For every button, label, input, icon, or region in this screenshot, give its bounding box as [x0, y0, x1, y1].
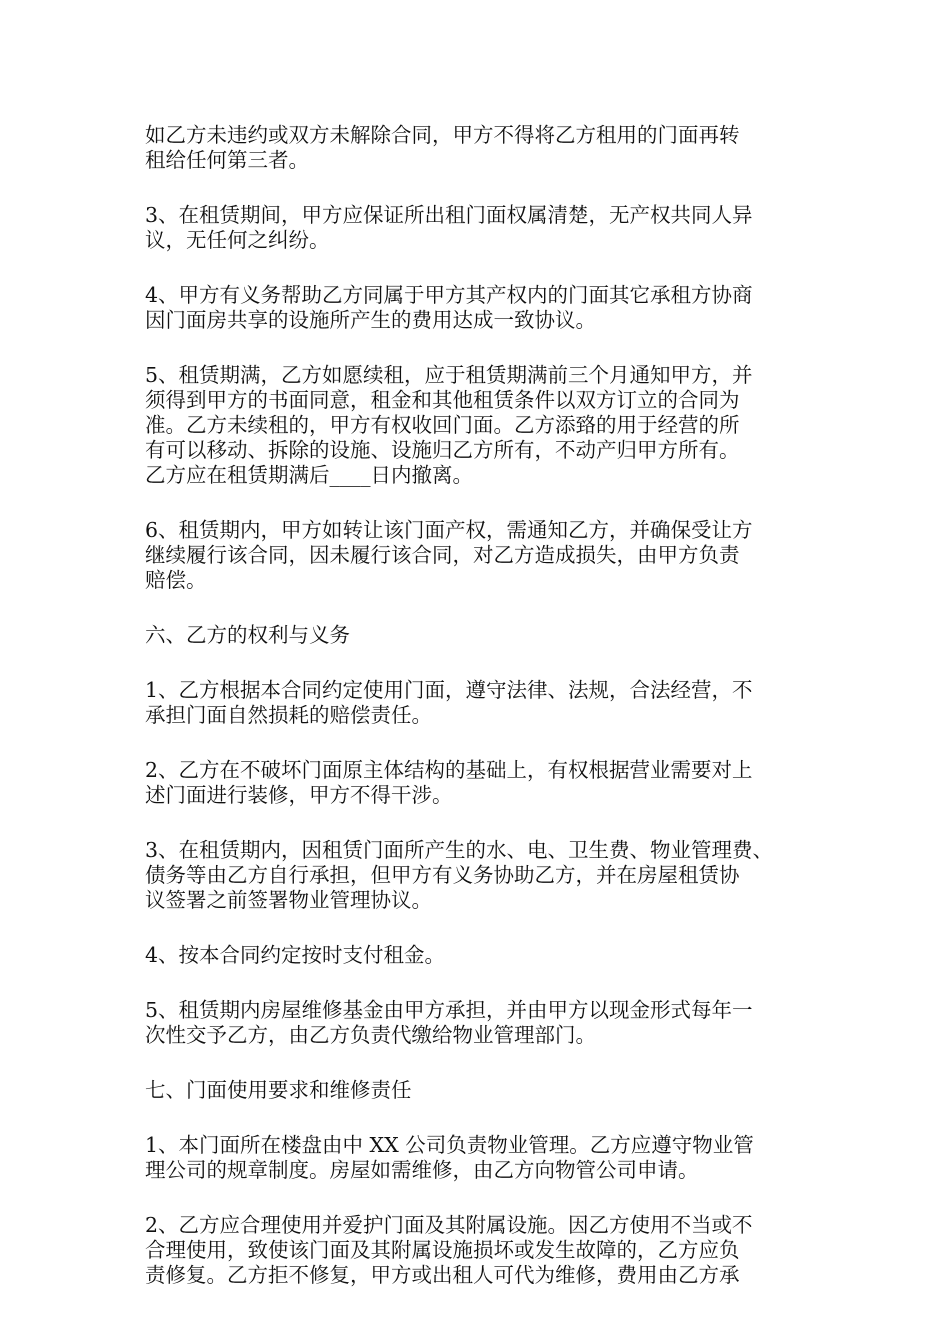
- text-line: 5、租赁期满，乙方如愿续租，应于租赁期满前三个月通知甲方，并: [145, 363, 753, 387]
- text-line: 承担门面自然损耗的赔偿责任。: [145, 703, 432, 727]
- text-line: 租给任何第三者。: [145, 148, 309, 172]
- text-line: 5、租赁期内房屋维修基金由甲方承担，并由甲方以现金形式每年一: [145, 998, 753, 1022]
- text-line: 债务等由乙方自行承担，但甲方有义务协助乙方，并在房屋租赁协: [145, 863, 740, 887]
- text-line: 1、本门面所在楼盘由中 XX 公司负责物业管理。乙方应遵守物业管: [145, 1133, 754, 1157]
- document-body: [145, 123, 809, 1288]
- text-line: 责修复。乙方拒不修复，甲方或出租人可代为维修，费用由乙方承: [145, 1263, 740, 1287]
- paragraph: [145, 1133, 809, 1183]
- paragraph: [145, 678, 809, 728]
- text-line: 七、门面使用要求和维修责任: [145, 1078, 412, 1102]
- text-line: 赔偿。: [145, 568, 207, 592]
- text-line: 继续履行该合同，因未履行该合同，对乙方造成损失，由甲方负责: [145, 543, 740, 567]
- text-line: 理公司的规章制度。房屋如需维修，由乙方向物管公司申请。: [145, 1158, 699, 1182]
- paragraph: [145, 998, 809, 1048]
- text-line: 述门面进行装修，甲方不得干涉。: [145, 783, 453, 807]
- text-line: 次性交予乙方，由乙方负责代缴给物业管理部门。: [145, 1023, 596, 1047]
- paragraph: [145, 1213, 809, 1288]
- paragraph: [145, 1078, 809, 1103]
- text-line: 如乙方未违约或双方未解除合同，甲方不得将乙方租用的门面再转: [145, 123, 740, 147]
- paragraph: [145, 623, 809, 648]
- text-line: 须得到甲方的书面同意，租金和其他租赁条件以双方订立的合同为: [145, 388, 740, 412]
- paragraph: [145, 943, 809, 968]
- paragraph: [145, 363, 809, 488]
- text-line: 6、租赁期内，甲方如转让该门面产权，需通知乙方，并确保受让方: [145, 518, 753, 542]
- paragraph: [145, 203, 809, 253]
- text-line: 4、甲方有义务帮助乙方同属于甲方其产权内的门面其它承租方协商: [145, 283, 753, 307]
- text-line: 1、乙方根据本合同约定使用门面，遵守法律、法规，合法经营，不: [145, 678, 753, 702]
- text-line: 2、乙方在不破坏门面原主体结构的基础上，有权根据营业需要对上: [145, 758, 753, 782]
- text-line: 议签署之前签署物业管理协议。: [145, 888, 432, 912]
- text-line: 3、在租赁期间，甲方应保证所出租门面权属清楚，无产权共同人异: [145, 203, 753, 227]
- text-line: 有可以移动、拆除的设施、设施归乙方所有，不动产归甲方所有。: [145, 438, 740, 462]
- text-line: 3、在租赁期内，因租赁门面所产生的水、电、卫生费、物业管理费、: [145, 838, 774, 862]
- text-line: 因门面房共享的设施所产生的费用达成一致协议。: [145, 308, 596, 332]
- text-line: 议，无任何之纠纷。: [145, 228, 330, 252]
- text-line: 2、乙方应合理使用并爱护门面及其附属设施。因乙方使用不当或不: [145, 1213, 753, 1237]
- text-line: 合理使用，致使该门面及其附属设施损坏或发生故障的，乙方应负: [145, 1238, 740, 1262]
- paragraph: [145, 283, 809, 333]
- paragraph: [145, 838, 809, 913]
- text-line: 准。乙方未续租的，甲方有权收回门面。乙方添臵的用于经营的所: [145, 413, 740, 437]
- text-line: 六、乙方的权利与义务: [145, 623, 350, 647]
- text-line: 4、按本合同约定按时支付租金。: [145, 943, 446, 967]
- paragraph: [145, 758, 809, 808]
- text-line: 乙方应在租赁期满后____日内撤离。: [145, 463, 473, 487]
- paragraph: [145, 123, 809, 173]
- paragraph: [145, 518, 809, 593]
